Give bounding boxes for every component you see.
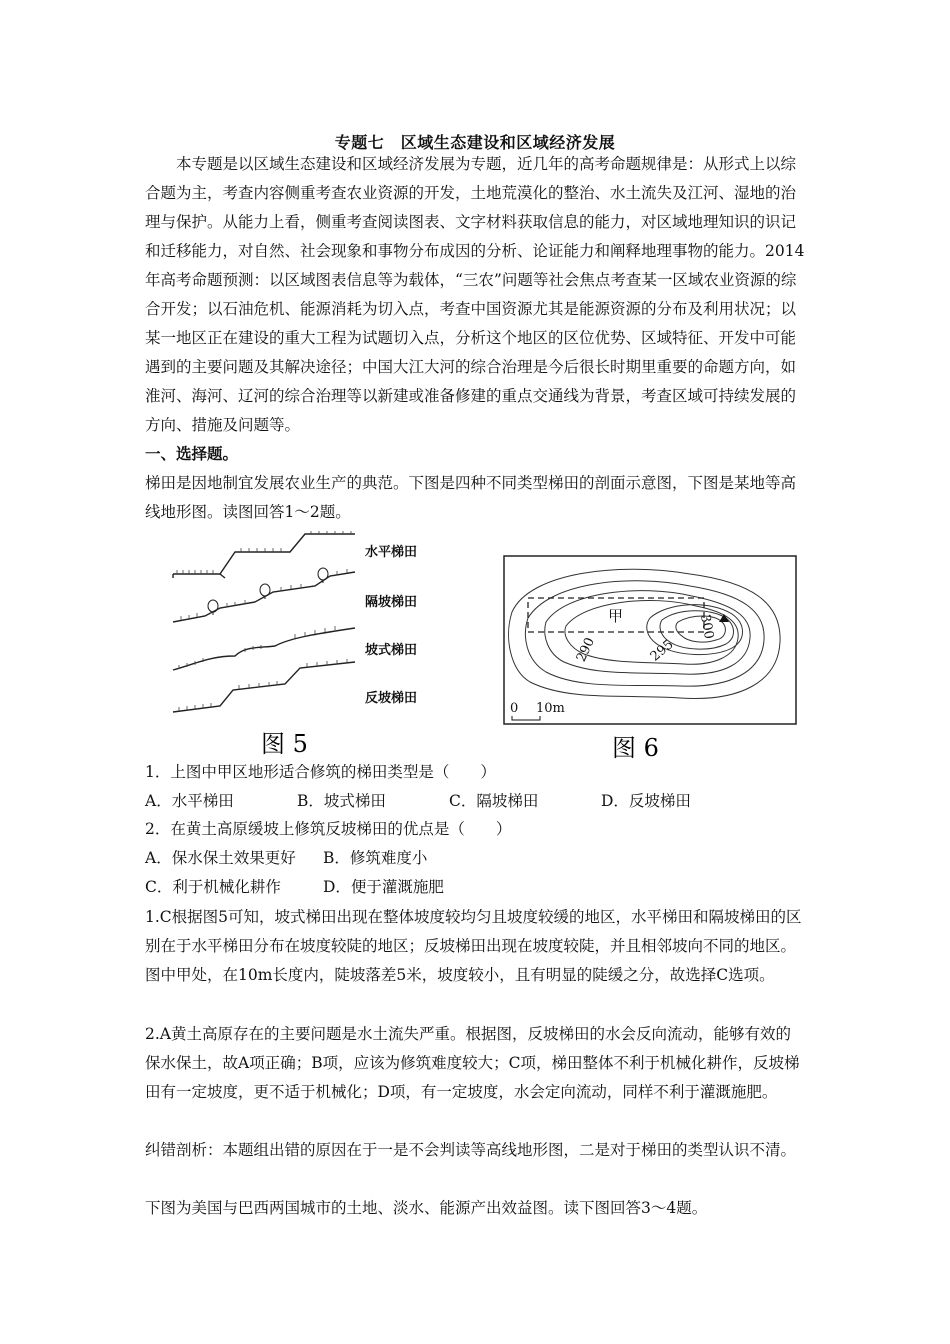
- region-jia-label: 甲: [608, 607, 624, 625]
- question-1-stem: 1．上图中甲区地形适合修筑的梯田类型是（ ）: [145, 763, 496, 781]
- figure-5-caption: 图 5: [261, 730, 308, 758]
- label-reverse-terrace: 反坡梯田: [365, 691, 418, 706]
- passage-terraces: 梯田是因地制宜发展农业生产的典范。下图是四种不同类型梯田的剖面示意图，下图是某地等高线地形图。读图回答1～2题。: [145, 474, 797, 521]
- level-terrace-profile: [173, 534, 355, 574]
- scale-label: 10m: [536, 701, 565, 716]
- sloping-terrace-profile: [173, 628, 355, 670]
- separated-terrace-profile: [173, 572, 355, 622]
- intro-paragraph: 本专题是以区域生态建设和区域经济发展为专题，近几年的高考命题规律是：从形式上以综合题为主，考查内容侧重考查农业资源的开发，土地荒漠化的整治、水土流失及江河、湿地的治理与保护。从能力上看，侧重考查阅读图表、文字材料获取信息的能力，对区域地理知识的识记和迁移能力，对自然、社会现象和事物分布成因的分析、论证能力和阐释地理事物的能力。2014年高考命题预测：以区域图表信息等为载体，“三农”问题等社会焦点考查某一区域农业资源的综合开发；以石油危机、能源消耗为切入点，考查中国资源尤其是能源资源的分布及利用状况；以某一地区正在建设的重大工程为试题切入点，分析这个地区的区位优势、区域特征、开发中可能遇到的主要问题及其解决途径；中国大江大河的综合治理是今后很长时期里重要的命题方向，如淮河、海河、辽河的综合治理等以新建或准备修建的重点交通线为背景，考查区域可持续发展的方向、措施及问题等。: [145, 155, 805, 434]
- question-2-options-row1: [145, 844, 805, 873]
- contour-label-300: 300: [697, 613, 717, 641]
- reverse-terrace-profile: [173, 662, 355, 712]
- question-2-stem: 2．在黄土高原缓坡上修筑反坡梯田的优点是（ ）: [145, 820, 512, 838]
- passage-cities: 下图为美国与巴西两国城市的土地、淡水、能源产出效益图。读下图回答3～4题。: [145, 1199, 708, 1217]
- question-1-options: [145, 787, 805, 816]
- q1-option-a: A．水平梯田: [145, 792, 234, 810]
- scale-zero: 0: [510, 701, 519, 716]
- answer-2: 2.A黄土高原存在的主要问题是水土流失严重。根据图，反坡梯田的水会反向流动，能够有效的保水保土，故A项正确；B项，应该为修筑难度较大；C项，梯田整体不利于机械化耕作，反坡梯田有一定坡度，更不适于机械化；D项，有一定坡度，水会定向流动，同样不利于灌溉施肥。: [145, 1025, 800, 1101]
- figure-6-contour-map: [500, 552, 800, 764]
- q2-option-d: D．便于灌溉施肥: [323, 878, 444, 896]
- section-heading: 一、选择题。: [145, 445, 239, 463]
- q1-option-b: B．坡式梯田: [297, 792, 386, 810]
- q2-option-c: C．利于机械化耕作: [145, 878, 281, 896]
- label-level-terrace: 水平梯田: [365, 545, 418, 560]
- figure-5-terrace-profiles: [165, 530, 455, 762]
- scale-bar: [512, 716, 540, 720]
- label-separated-terrace: 隔坡梯田: [365, 595, 418, 610]
- error-analysis: 纠错剖析：本题组出错的原因在于一是不会判读等高线地形图，二是对于梯田的类型认识不清。: [145, 1141, 797, 1159]
- page-title: 专题七 区域生态建设和区域经济发展: [334, 133, 616, 152]
- tree-icon: [260, 584, 270, 596]
- q2-option-b: B．修筑难度小: [323, 849, 428, 867]
- q1-option-d: D．反坡梯田: [601, 792, 691, 810]
- label-sloping-terrace: 坡式梯田: [365, 643, 418, 658]
- tree-icon: [208, 600, 218, 612]
- contour-label-290: 290: [573, 635, 598, 665]
- q2-option-a: A．保水保土效果更好: [145, 849, 296, 867]
- answer-1: 1.C根据图5可知，坡式梯田出现在整体坡度较均匀且坡度较缓的地区，水平梯田和隔坡梯田的区别在于水平梯田分布在坡度较陡的地区；反坡梯田出现在坡度较陡，并且相邻坡向不同的地区。图中甲处，在10m长度内，陡坡落差5米，坡度较小，且有明显的陡缓之分，故选择C选项。: [145, 908, 802, 984]
- contour-label-295: 295: [647, 637, 677, 665]
- tree-icon: [318, 568, 328, 580]
- figure-6-caption: 图 6: [612, 734, 659, 762]
- q1-option-c: C．隔坡梯田: [449, 792, 539, 810]
- question-2-options-row2: [145, 873, 805, 902]
